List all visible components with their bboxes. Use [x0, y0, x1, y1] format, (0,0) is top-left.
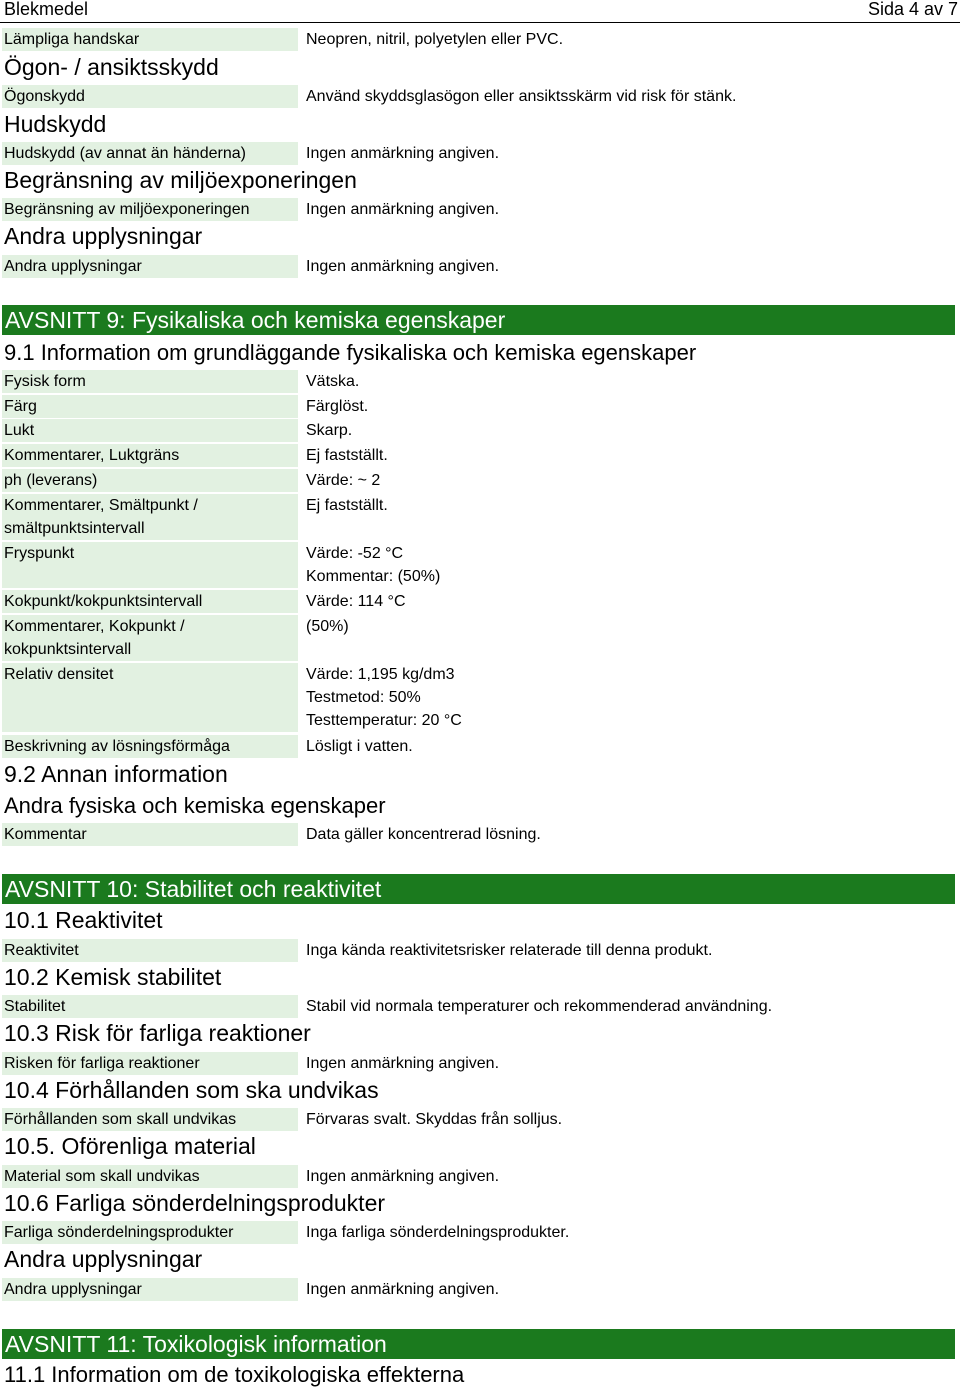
reactivity-label: Reaktivitet	[2, 939, 298, 962]
hazardous-reactions-label: Risken för farliga reaktioner	[2, 1052, 298, 1075]
melting-point-label	[2, 494, 298, 540]
incompatible-materials-value: Ingen anmärkning angiven.	[306, 1168, 500, 1185]
physical-form-value: Vätska.	[306, 373, 360, 390]
section-10-1-heading: 10.1 Reaktivitet	[4, 907, 163, 933]
gloves-label: Lämpliga handskar	[2, 28, 298, 51]
reactivity-value: Inga kända reaktivitetsrisker relaterade till denna produkt.	[306, 942, 713, 959]
odor-threshold-value: Ej fastställt.	[306, 447, 388, 464]
incompatible-materials-label: Material som skall undvikas	[2, 1165, 298, 1188]
comment-value: Data gäller koncentrerad lösning.	[306, 826, 541, 843]
boiling-comment-label-line-1: Kommentarer, Kokpunkt /	[4, 618, 185, 635]
section-9-2-heading: 9.2 Annan information	[4, 761, 228, 787]
color-label: Färg	[2, 395, 298, 418]
section-11-title: AVSNITT 11: Toxikologisk information	[2, 1329, 955, 1359]
other-info-value: Ingen anmärkning angiven.	[306, 258, 500, 275]
odor-threshold-label: Kommentarer, Luktgräns	[2, 444, 298, 467]
density-value-line-2: Testmetod: 50%	[306, 689, 421, 706]
boiling-comment-label	[2, 615, 298, 661]
section-10-6-heading: 10.6 Farliga sönderdelningsprodukter	[4, 1190, 386, 1216]
freezing-point-label: Fryspunkt	[2, 542, 298, 588]
eye-protection-label: Ögonskydd	[2, 85, 298, 108]
solubility-label: Beskrivning av lösningsförmåga	[2, 735, 298, 758]
melting-point-value: Ej fastställt.	[306, 497, 388, 514]
freezing-point-value-line-1: Värde: -52 °C	[306, 545, 404, 562]
density-value-line-1: Värde: 1,195 kg/dm3	[306, 666, 455, 683]
section-10-2-heading: 10.2 Kemisk stabilitet	[4, 964, 222, 990]
freezing-point-value-line-2: Kommentar: (50%)	[306, 568, 441, 585]
ph-value: Värde: ~ 2	[306, 472, 381, 489]
freezing-point-value	[306, 542, 440, 588]
other-properties-heading: Andra fysiska och kemiska egenskaper	[4, 793, 386, 818]
section-10-other-heading: Andra upplysningar	[4, 1246, 203, 1272]
density-value	[306, 663, 462, 732]
skin-protection-label: Hudskydd (av annat än händerna)	[2, 142, 298, 165]
odor-value: Skarp.	[306, 422, 353, 439]
section-10-other-label: Andra upplysningar	[2, 1278, 298, 1301]
skin-protection-value: Ingen anmärkning angiven.	[306, 145, 500, 162]
color-value: Färglöst.	[306, 398, 369, 415]
env-exposure-label: Begränsning av miljöexponeringen	[2, 198, 298, 221]
comment-label: Kommentar	[2, 823, 298, 846]
page-header	[0, 0, 960, 23]
section-10-4-heading: 10.4 Förhållanden som ska undvikas	[4, 1077, 379, 1103]
eye-protection-heading: Ögon- / ansiktsskydd	[4, 54, 219, 80]
ph-label: ph (leverans)	[2, 469, 298, 492]
stability-label: Stabilitet	[2, 995, 298, 1018]
section-10-3-heading: 10.3 Risk för farliga reaktioner	[4, 1020, 311, 1046]
env-exposure-heading: Begränsning av miljöexponeringen	[4, 167, 357, 193]
gloves-value: Neopren, nitril, polyetylen eller PVC.	[306, 31, 564, 48]
boiling-point-value: Värde: 114 °C	[306, 593, 406, 610]
solubility-value: Lösligt i vatten.	[306, 738, 413, 755]
melting-point-label-line-1: Kommentarer, Smältpunkt /	[4, 497, 198, 514]
boiling-point-label: Kokpunkt/kokpunktsintervall	[2, 590, 298, 613]
conditions-value: Förvaras svalt. Skyddas från solljus.	[306, 1111, 563, 1128]
hazardous-reactions-value: Ingen anmärkning angiven.	[306, 1055, 500, 1072]
melting-point-label-line-2: smältpunktsintervall	[4, 520, 145, 537]
skin-protection-heading: Hudskydd	[4, 111, 107, 137]
boiling-comment-value: (50%)	[306, 618, 349, 635]
boiling-comment-label-line-2: kokpunktsintervall	[4, 641, 132, 658]
other-info-heading: Andra upplysningar	[4, 223, 203, 249]
density-value-line-3: Testtemperatur: 20 °C	[306, 712, 462, 729]
section-10-title: AVSNITT 10: Stabilitet och reaktivitet	[2, 874, 955, 904]
stability-value: Stabil vid normala temperaturer och rekommenderad användning.	[306, 998, 773, 1015]
section-11-1-heading: 11.1 Information om de toxikologiska effekterna	[4, 1362, 465, 1387]
page-number: Sida 4 av 7	[867, 0, 958, 19]
decomposition-label: Farliga sönderdelningsprodukter	[2, 1221, 298, 1244]
density-label: Relativ densitet	[2, 663, 298, 732]
physical-form-label: Fysisk form	[2, 370, 298, 393]
odor-label: Lukt	[2, 419, 298, 442]
section-9-title: AVSNITT 9: Fysikaliska och kemiska egenskaper	[2, 305, 955, 335]
product-name: Blekmedel	[4, 0, 89, 19]
conditions-label: Förhållanden som skall undvikas	[2, 1108, 298, 1131]
env-exposure-value: Ingen anmärkning angiven.	[306, 201, 500, 218]
decomposition-value: Inga farliga sönderdelningsprodukter.	[306, 1224, 570, 1241]
eye-protection-value: Använd skyddsglasögon eller ansiktsskärm vid risk för stänk.	[306, 88, 737, 105]
section-9-1-heading: 9.1 Information om grundläggande fysikaliska och kemiska egenskaper	[4, 340, 697, 365]
section-10-5-heading: 10.5. Oförenliga material	[4, 1133, 256, 1159]
section-10-other-value: Ingen anmärkning angiven.	[306, 1281, 500, 1298]
other-info-label: Andra upplysningar	[2, 255, 298, 278]
